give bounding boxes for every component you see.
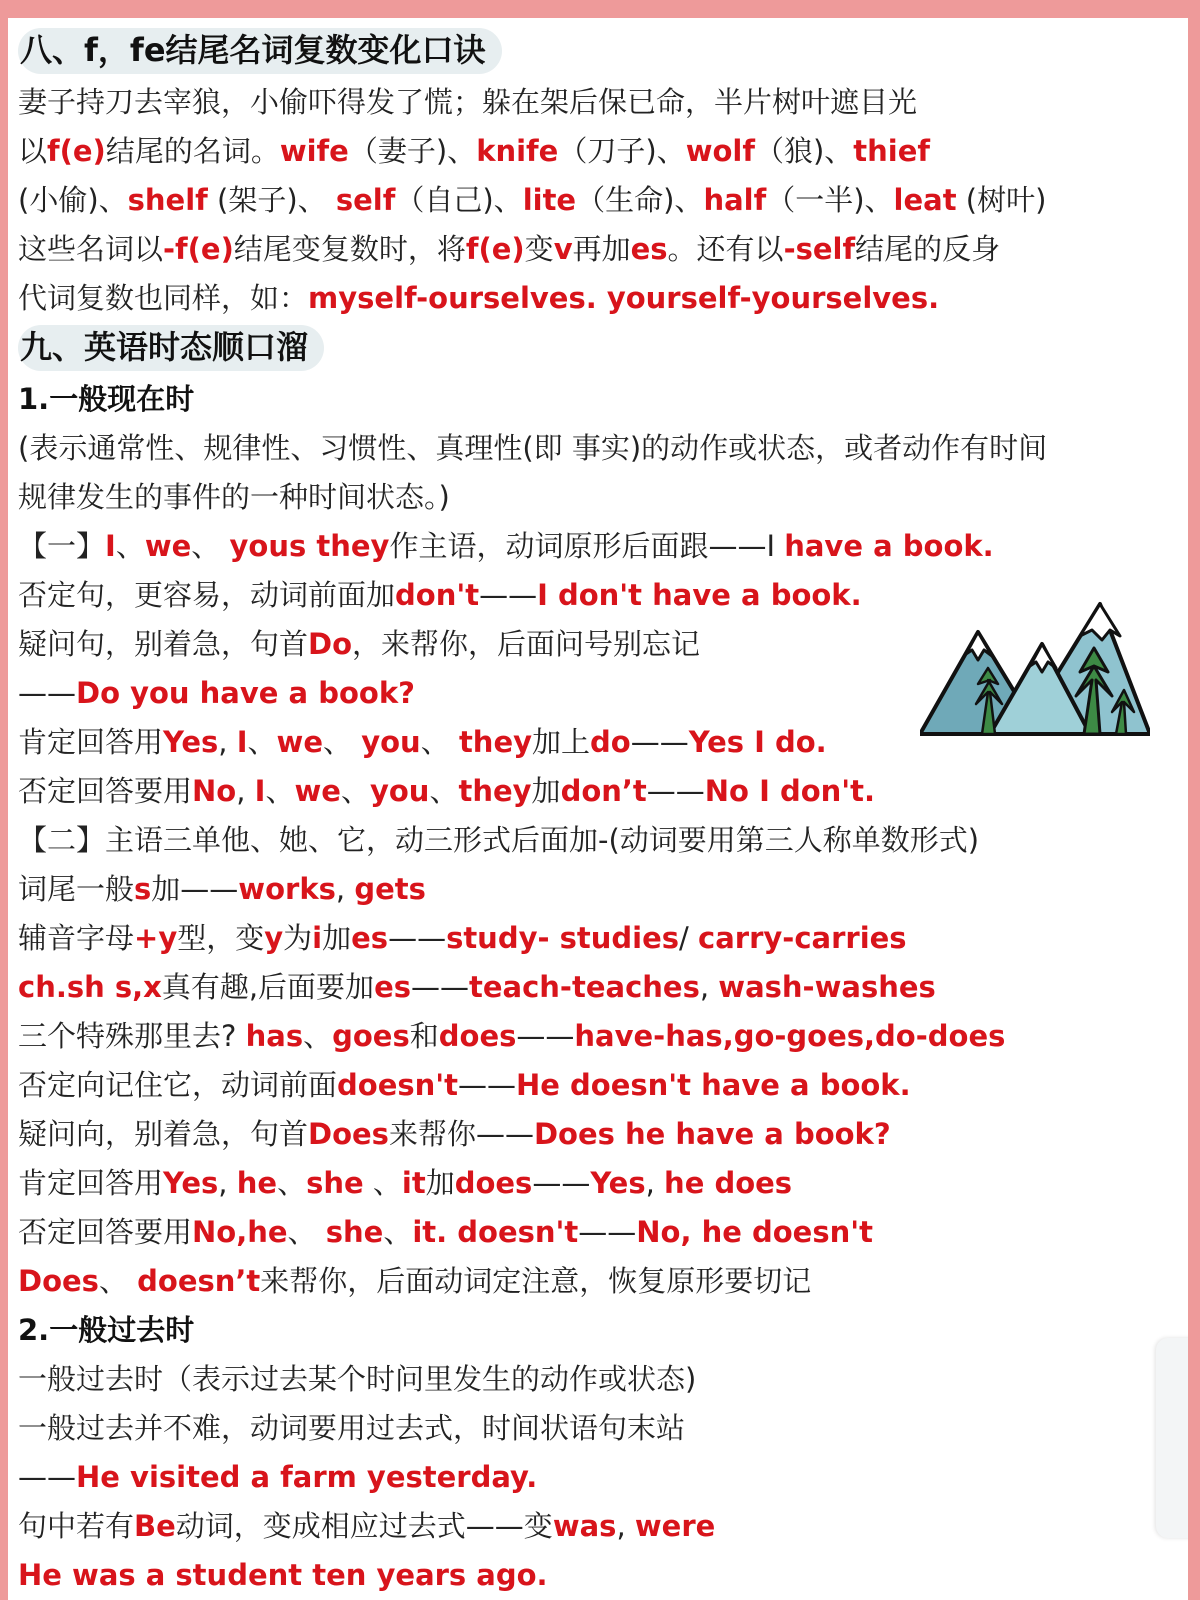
plain-text: —— xyxy=(532,1166,591,1200)
highlight-text: was xyxy=(552,1509,617,1543)
plain-text: (架子)、 xyxy=(207,183,336,217)
plain-text: 加上 xyxy=(532,725,591,759)
plain-text: 型，变 xyxy=(177,921,265,955)
plain-text: 【一】 xyxy=(18,529,106,563)
plain-text: , xyxy=(335,872,355,906)
highlight-text: He was a student ten years ago. xyxy=(18,1558,548,1592)
highlight-text: half xyxy=(703,183,767,217)
highlight-text: s xyxy=(134,872,152,906)
text-line xyxy=(18,1110,1188,1159)
plain-text: 以 xyxy=(18,134,48,168)
highlight-text: you xyxy=(361,725,421,759)
highlight-text: Does xyxy=(308,1117,389,1151)
plain-text: 结尾的反身 xyxy=(855,232,1001,266)
plain-text: 再加 xyxy=(572,232,631,266)
highlight-text: -f(e) xyxy=(163,232,234,266)
plain-text: 肯定回答用 xyxy=(18,725,164,759)
highlight-text: Yes I do. xyxy=(688,725,827,759)
highlight-text: shelf xyxy=(127,183,208,217)
highlight-text: v xyxy=(553,232,573,266)
plain-text: 加 xyxy=(531,774,561,808)
highlight-text: doesn't xyxy=(337,1068,459,1102)
plain-text: 否定句，更容易，动词前面加 xyxy=(18,578,396,612)
plain-text: —— xyxy=(630,725,689,759)
highlight-text: He doesn't have a book. xyxy=(516,1068,911,1102)
plain-text: 作主语，动词原形后面跟——I xyxy=(389,529,785,563)
plain-text: 、 xyxy=(323,725,362,759)
plain-text: 来帮你—— xyxy=(388,1117,534,1151)
highlight-text: don’t xyxy=(560,774,647,808)
highlight-text: Does he have a book? xyxy=(533,1117,891,1151)
plain-text: 词尾一般 xyxy=(18,872,135,906)
highlight-text: knife xyxy=(476,134,559,168)
highlight-text: No xyxy=(192,774,237,808)
subsection-title: 1.一般现在时 xyxy=(18,382,195,416)
highlight-text: yous they xyxy=(229,529,390,563)
highlight-text: es xyxy=(351,921,389,955)
plain-text: —— xyxy=(18,676,76,710)
plain-text: —— xyxy=(516,1019,575,1053)
plain-text: / xyxy=(679,921,699,955)
text-line xyxy=(18,176,1188,225)
text-line xyxy=(18,1551,1188,1600)
highlight-text: they xyxy=(458,774,532,808)
highlight-text: have-has,go-goes,do-does xyxy=(574,1019,1006,1053)
plain-text: (小偷)、 xyxy=(18,183,128,217)
section-8-title: 八、f，fe结尾名词复数变化口诀 xyxy=(18,28,502,74)
highlight-text: he xyxy=(236,1166,278,1200)
plain-text: 真有趣,后面要加 xyxy=(161,970,375,1004)
highlight-text: No, he doesn't xyxy=(636,1215,873,1249)
description-line: 规律发生的事件的一种时间状态。) xyxy=(18,480,450,514)
highlight-text: I don't have a book. xyxy=(537,578,862,612)
text-line xyxy=(18,522,1188,571)
highlight-text: Does xyxy=(18,1264,99,1298)
highlight-text: it xyxy=(401,1166,426,1200)
text-line xyxy=(18,1208,1188,1257)
highlight-text: don't xyxy=(395,578,480,612)
rhyme-line: 妻子持刀去宰狼，小偷吓得发了慌；躲在架后保已命，半片树叶遮目光 xyxy=(18,85,918,119)
plain-text: , xyxy=(218,725,237,759)
text-line xyxy=(18,767,1188,816)
highlight-text: No I don't. xyxy=(704,774,876,808)
plain-text: 、 xyxy=(429,774,459,808)
highlight-text: they xyxy=(458,725,533,759)
plain-text: —— xyxy=(458,1068,517,1102)
highlight-text: lite xyxy=(522,183,577,217)
plain-text: 否定回答要用 xyxy=(18,774,193,808)
plain-text: —— xyxy=(18,1460,76,1494)
plain-text: 和 xyxy=(409,1019,439,1053)
highlight-text: does xyxy=(438,1019,517,1053)
plain-text: 三个特殊那里去? xyxy=(18,1019,246,1053)
plain-text: （自己)、 xyxy=(395,183,523,217)
plain-text: 、 xyxy=(303,1019,333,1053)
highlight-text: does xyxy=(454,1166,533,1200)
plain-text: 、 xyxy=(98,1264,138,1298)
highlight-text: we xyxy=(294,774,341,808)
plain-text: 否定向记住它，动词前面 xyxy=(18,1068,338,1102)
plain-text: 结尾的名词。 xyxy=(105,134,280,168)
plain-text: （狼)、 xyxy=(754,134,854,168)
highlight-text: goes xyxy=(332,1019,410,1053)
highlight-text: i xyxy=(312,921,323,955)
plain-text: 代词复数也同样，如： xyxy=(18,281,309,315)
text-line xyxy=(18,865,1188,914)
highlight-text: he does xyxy=(664,1166,793,1200)
highlight-text: Yes xyxy=(590,1166,646,1200)
plain-text: 肯定回答用 xyxy=(18,1166,164,1200)
highlight-text: I xyxy=(105,529,116,563)
text-line xyxy=(18,1502,1188,1551)
plain-text: （妻子)、 xyxy=(348,134,477,168)
plain-text: 动词，变成相应过去式——变 xyxy=(175,1509,553,1543)
plain-text: 、 xyxy=(115,529,145,563)
highlight-text: do xyxy=(590,725,631,759)
plain-text: （一半)、 xyxy=(766,183,894,217)
description-line: 一般过去时（表示过去某个时问里发生的动作或状态) xyxy=(18,1362,697,1396)
plain-text: 疑问句，别着急，句首 xyxy=(18,627,309,661)
plain-text: 为 xyxy=(283,921,313,955)
plain-text: 加 xyxy=(425,1166,455,1200)
text-line xyxy=(18,914,1188,963)
plain-text: 加—— xyxy=(151,872,239,906)
highlight-text: ch.sh s,x xyxy=(18,970,162,1004)
highlight-text: f(e) xyxy=(465,232,525,266)
text-line xyxy=(18,1453,1188,1502)
highlight-text: Do xyxy=(308,627,353,661)
section-9-title: 九、英语时态顺口溜 xyxy=(18,325,324,371)
plain-text: 、 xyxy=(383,1215,413,1249)
plain-text: （生命)、 xyxy=(576,183,704,217)
text-line xyxy=(18,274,1188,323)
plain-text: 、 xyxy=(363,1166,402,1200)
highlight-text: wolf xyxy=(685,134,755,168)
plain-text: 这些名词以 xyxy=(18,232,164,266)
highlight-text: No,he xyxy=(192,1215,288,1249)
highlight-text: we xyxy=(144,529,192,563)
text-line xyxy=(18,1012,1188,1061)
highlight-text: Yes xyxy=(163,725,219,759)
plain-text: —— xyxy=(646,774,705,808)
highlight-text: He visited a farm yesterday. xyxy=(76,1460,538,1494)
plain-text: 。还有以 xyxy=(667,232,784,266)
plain-text: 、 xyxy=(265,774,295,808)
plain-text: , xyxy=(218,1166,237,1200)
highlight-text: self xyxy=(335,183,396,217)
plain-text: 来帮你，后面动词定注意，恢复原形要切记 xyxy=(260,1264,812,1298)
highlight-text: I xyxy=(236,725,248,759)
highlight-text: -self xyxy=(783,232,856,266)
plain-text: —— xyxy=(388,921,447,955)
plain-text: 辅音字母 xyxy=(18,921,135,955)
highlight-text: Yes xyxy=(163,1166,219,1200)
text-line xyxy=(18,127,1188,176)
plain-text: —— xyxy=(578,1215,637,1249)
plain-text: , xyxy=(616,1509,635,1543)
plain-text: 、 xyxy=(420,725,459,759)
text-line xyxy=(18,1159,1188,1208)
highlight-text: wash-washes xyxy=(718,970,936,1004)
highlight-text: she xyxy=(306,1166,364,1200)
plain-text: 、 xyxy=(277,1166,307,1200)
subsection-title: 2.一般过去时 xyxy=(18,1313,195,1347)
highlight-text: has xyxy=(245,1019,304,1053)
highlight-text: carry-carries xyxy=(698,921,907,955)
highlight-text: es xyxy=(374,970,411,1004)
highlight-text: f(e) xyxy=(47,134,106,168)
highlight-text: myself-ourselves. yourself-yourselves. xyxy=(308,281,940,315)
highlight-text: y xyxy=(264,921,284,955)
text-line xyxy=(18,963,1188,1012)
highlight-text: have a book. xyxy=(784,529,994,563)
plain-text: , xyxy=(699,970,719,1004)
highlight-text: Do you have a book? xyxy=(76,676,415,710)
description-line: (表示通常性、规律性、习惯性、真理性(即 事实)的动作或状态，或者动作有时间 xyxy=(18,431,1048,465)
highlight-text: works xyxy=(238,872,336,906)
plain-text: 变 xyxy=(524,232,554,266)
text-line: 一般过去并不难，动词要用过去式，时间状语句末站 xyxy=(18,1411,686,1445)
plain-text: 句中若有 xyxy=(18,1509,135,1543)
highlight-text: gets xyxy=(354,872,426,906)
text-line xyxy=(18,225,1188,274)
text-line xyxy=(18,1257,1188,1306)
highlight-text: leat xyxy=(893,183,957,217)
document-page xyxy=(8,18,1188,1600)
plain-text: , xyxy=(645,1166,665,1200)
highlight-text: were xyxy=(634,1509,716,1543)
plain-text: 、 xyxy=(287,1215,326,1249)
highlight-text: it. doesn't xyxy=(412,1215,579,1249)
plain-text: 结尾变复数时，将 xyxy=(233,232,466,266)
highlight-text: +y xyxy=(134,921,178,955)
highlight-text: Be xyxy=(134,1509,176,1543)
plain-text: 疑问向，别着急，句首 xyxy=(18,1117,309,1151)
text-line xyxy=(18,1061,1188,1110)
highlight-text: teach-teaches xyxy=(469,970,700,1004)
highlight-text: you xyxy=(369,774,430,808)
plain-text: 、 xyxy=(340,774,370,808)
mountain-icon xyxy=(920,584,1150,744)
plain-text: （刀子)、 xyxy=(558,134,686,168)
plain-text: , xyxy=(236,774,255,808)
plain-text: ，来帮你，后面问号别忘记 xyxy=(352,627,701,661)
plain-text: 加 xyxy=(322,921,352,955)
highlight-text: doesn’t xyxy=(137,1264,261,1298)
highlight-text: es xyxy=(630,232,668,266)
plain-text: —— xyxy=(479,578,538,612)
document-content xyxy=(18,26,1188,1600)
plain-text: 、 xyxy=(247,725,277,759)
plain-text: (树叶) xyxy=(956,183,1047,217)
side-scroll-tab[interactable] xyxy=(1156,1338,1188,1538)
highlight-text: we xyxy=(276,725,324,759)
highlight-text: thief xyxy=(853,134,931,168)
plain-text: 否定回答要用 xyxy=(18,1215,193,1249)
text-line: 【二】主语三单他、她、它，动三形式后面加-(动词要用第三人称单数形式) xyxy=(18,823,980,857)
highlight-text: wife xyxy=(279,134,349,168)
highlight-text: I xyxy=(254,774,266,808)
highlight-text: study- studies xyxy=(446,921,680,955)
highlight-text: she xyxy=(325,1215,384,1249)
plain-text: 、 xyxy=(191,529,230,563)
plain-text: —— xyxy=(411,970,469,1004)
